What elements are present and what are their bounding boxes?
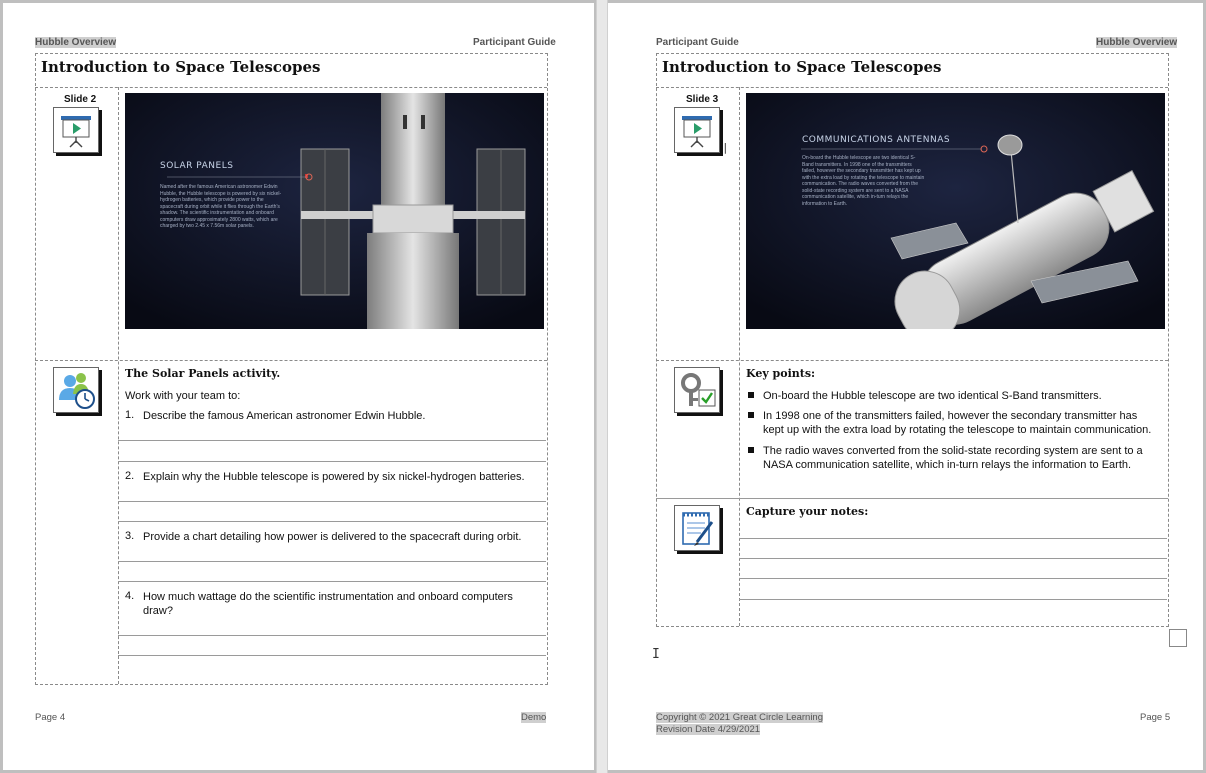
page-gap: [596, 0, 608, 773]
bullet-icon: [748, 392, 754, 398]
slide-image-solar-panels: [125, 93, 544, 329]
presentation-slide-icon: [53, 107, 99, 153]
slide-heading: SOLAR PANELS: [160, 161, 234, 171]
hubble-telescope-illustration: [746, 93, 1165, 329]
header-left: Hubble Overview: [35, 37, 117, 48]
note-line[interactable]: [739, 538, 1167, 539]
header-right: Participant Guide: [473, 37, 556, 48]
page-number: Page 5: [1140, 712, 1171, 723]
slide-heading: COMMUNICATIONS ANTENNAS: [802, 135, 951, 145]
slide-label: Slide 3: [686, 94, 719, 105]
notes-title: Capture your notes:: [746, 505, 869, 518]
slide-body-text: Named after the famous American astronomer Edwin Hubble, the Hubble telescope is powered by six nickel-hydrogen batteries, which provide power to the spacecraft during orbit while it flies through the Earth's shadow. The scientific instrumentation and onboard computers draw approximately 2800 watts, which are charged by two 2.45 x 7.56m solar panels.: [160, 184, 282, 229]
team-activity-clock-icon: [53, 367, 99, 413]
page-number: Page 4: [35, 712, 66, 723]
page-5[interactable]: Participant Guide Hubble Overview Introduction to Space Telescopes Slide 3 | COMMUNICATIONS ANTENNAS On-board the Hubble telescope are two identical S-Band transmitters. In 1998 one of the transmitters failed, however the secondary transmitter has kept up with the extra load by rotating the telescope to maintain communication. The radio waves converted from the solid-state recording system are sent to a NASA communication satellite, which in-turn relays the information to Earth. Key points: On-board the Hubble telescope are two identical S-Band transmitters. In 1998 one of the transmitters failed, however the secondary transmitter has kept up with the extra load by rotating the telescope to maintain communication. The radio waves converted from the solid-state recording system are sent to a NASA communication satellite, which in-turn relays the information to Earth. Capture your notes: I Copyright © 2021 Great Circle Learning Revision Date 4/29/2021 Page 5: [608, 3, 1203, 770]
slide-body-text: On-board the Hubble telescope are two identical S-Band transmitters. In 1998 one of the transmitters failed, however the secondary transmitter has kept up with the extra load by rotating the telescope to maintain communication. The radio waves converted from the solid-state recording system are sent to a NASA communication satellite, which in-turn relays the information to Earth.: [802, 155, 925, 207]
slide-label: Slide 2: [64, 94, 97, 105]
table-resize-handle[interactable]: [1169, 629, 1187, 647]
notepad-pencil-icon: [674, 505, 720, 551]
text-cursor-ibeam-icon: I: [652, 647, 660, 662]
note-line[interactable]: [739, 599, 1167, 600]
presentation-slide-icon: [674, 107, 720, 153]
slide-image-antennas: [746, 93, 1165, 329]
page-4[interactable]: Hubble Overview Participant Guide Introduction to Space Telescopes Slide 2 SOLAR PANELS Named after the famous American astronomer Edwin Hubble, the Hubble telescope is powered by six nickel-hydrogen batteries, which provide power to the spacecraft during orbit while it flies through the Earth's shadow. The scientific instrumentation and onboard computers draw approximately 2800 watts, which are charged by two 2.45 x 7.56m solar panels. The Solar Panels activity. Work with your team to: 1. Describe the famous American astronomer Edwin Hubble. 2. Explain why the Hubble telescope is powered by six nickel-hydrogen batteries. 3. Provide a chart detailing how power is delivered to the spacecraft during orbit. 4. How much wattage do the scientific instrumentation and onboard computers draw? Page 4 Demo: [3, 3, 594, 770]
activity-intro: Work with your team to:: [125, 390, 241, 402]
header-right: Hubble Overview: [1096, 37, 1178, 48]
keypoints-title: Key points:: [746, 367, 816, 380]
footer-revision: Revision Date 4/29/2021: [656, 724, 761, 735]
header-left: Participant Guide: [656, 37, 739, 48]
bullet-icon: [748, 412, 754, 418]
footer-copyright: Copyright © 2021 Great Circle Learning: [656, 712, 824, 723]
note-line[interactable]: [739, 558, 1167, 559]
footer-right: Demo: [521, 712, 547, 723]
bullet-icon: [748, 447, 754, 453]
text-cursor: |: [722, 141, 729, 154]
key-checkmark-icon: [674, 367, 720, 413]
note-line[interactable]: [739, 578, 1167, 579]
activity-title: The Solar Panels activity.: [125, 367, 281, 380]
page-title: Introduction to Space Telescopes: [41, 58, 321, 76]
page-title: Introduction to Space Telescopes: [662, 58, 942, 76]
